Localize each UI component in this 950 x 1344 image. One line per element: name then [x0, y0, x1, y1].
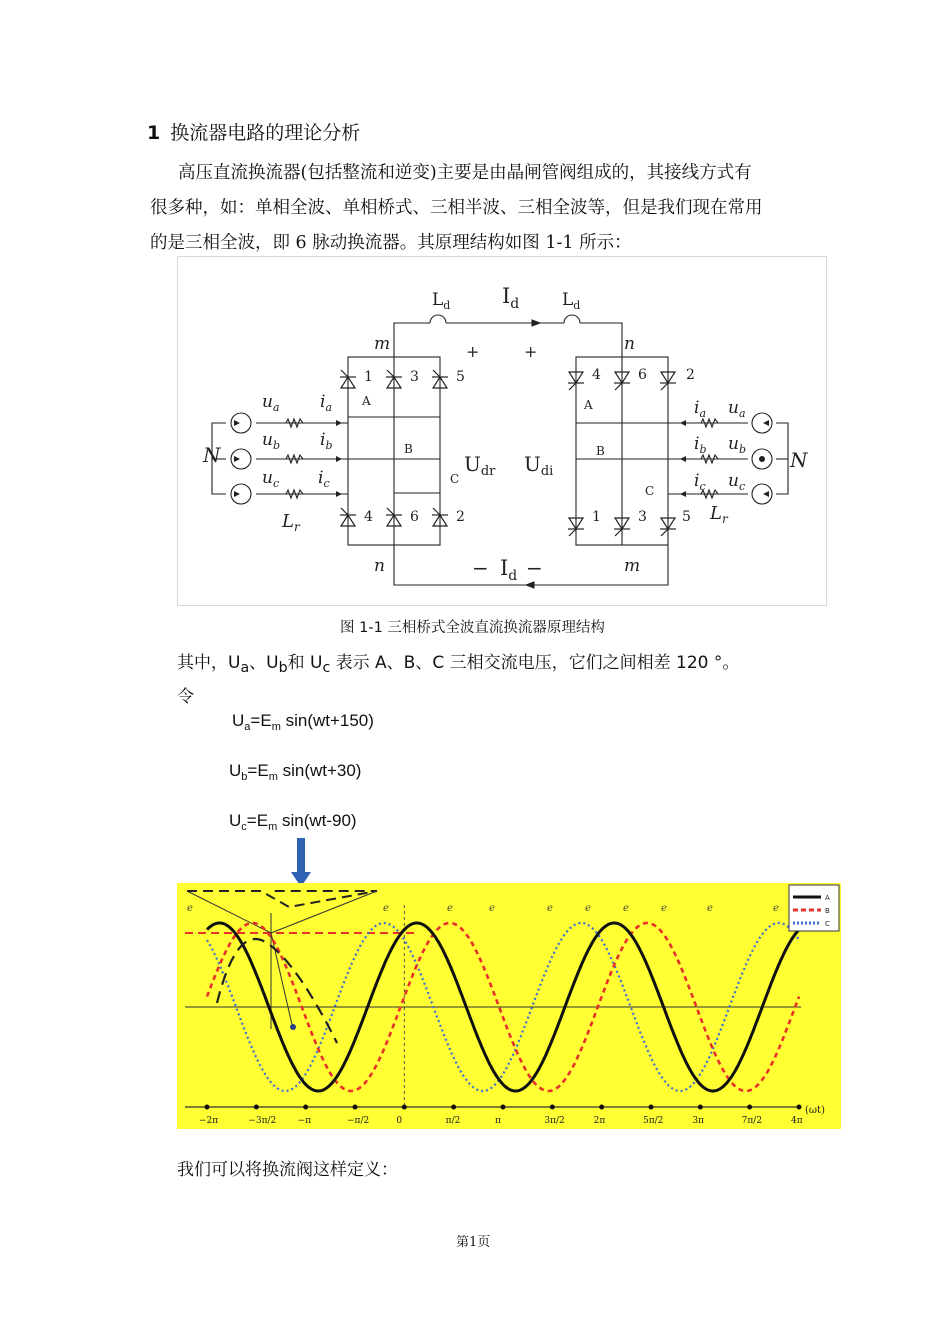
valve-number: 5 [456, 369, 465, 385]
valve-number: 4 [592, 367, 601, 383]
id-label-top: $I_d$ [502, 284, 520, 312]
waveform-top-label: e [585, 903, 591, 914]
ib-label-right: $i_b$ [694, 434, 707, 456]
waveform-top-label: e [623, 903, 629, 914]
x-tick-mark [353, 1105, 358, 1110]
paragraph-line: 高压直流换流器(包括整流和逆变)主要是由晶闸管阀组成的，其接线方式有 [178, 163, 752, 183]
legend-label: A [825, 894, 830, 902]
x-tick-label: 5π/2 [643, 1116, 664, 1126]
phase-a-right: A [584, 398, 593, 412]
phase-c-left: C [450, 472, 460, 486]
x-tick-label: 2π [593, 1116, 606, 1126]
uc-label-left: $u_c$ [262, 468, 280, 490]
x-tick-label: π/2 [445, 1116, 461, 1126]
equation-ub: $U_b=E_m$ sin(wt+30) [229, 761, 362, 783]
waveform-top-label: e [547, 903, 553, 914]
waveform-top-label: e [707, 903, 713, 914]
x-tick-mark [254, 1105, 259, 1110]
section-heading [147, 118, 360, 145]
x-tick-label: 3π [692, 1116, 704, 1126]
ia-label-left: $i_a$ [320, 392, 332, 414]
minus-label-left: − [472, 556, 489, 580]
equation-uc: $U_c=E_m$ sin(wt-90) [229, 811, 357, 833]
phase-a-left: A [362, 394, 371, 408]
x-axis-label: (ωt) [805, 1105, 825, 1116]
x-tick-mark [451, 1105, 456, 1110]
x-tick-mark [698, 1105, 703, 1110]
three-phase-waveform [177, 883, 841, 1129]
plus-label-left: + [466, 342, 480, 361]
ic-label-right: $i_c$ [694, 471, 706, 493]
valve-number: 2 [686, 367, 695, 383]
phase-c-right: C [645, 484, 655, 498]
waveform-figure [177, 883, 841, 1129]
x-tick-label: −π [297, 1116, 312, 1126]
equation-ua: $U_a=E_m$ sin(wt+150) [232, 711, 374, 733]
x-tick-mark [550, 1105, 555, 1110]
valve-number: 4 [364, 509, 373, 525]
figure-caption: 图 1-1 三相桥式全波直流换流器原理结构 [340, 620, 605, 636]
valve-number: 6 [638, 367, 647, 383]
x-tick-label: −π/2 [347, 1116, 370, 1126]
m-label-bottom: m [624, 556, 641, 576]
legend-label: C [825, 920, 830, 928]
m-label-top: m [374, 334, 391, 354]
x-tick-label: π [495, 1116, 501, 1126]
n-label-bottom: n [374, 556, 385, 576]
minus-label-right: − [526, 556, 543, 580]
ub-label-right: $u_b$ [728, 434, 746, 456]
waveform-top-label: e [187, 903, 193, 914]
x-tick-mark [797, 1105, 802, 1110]
ld-label-right: $L_d$ [562, 290, 581, 312]
valve-number: 1 [592, 509, 601, 525]
x-tick-label: 0 [396, 1116, 403, 1126]
lr-label-left: $L_r$ [282, 511, 300, 534]
let-text: 令 [177, 687, 194, 707]
legend-label: B [825, 907, 830, 915]
n-node-left: N [203, 443, 221, 467]
x-tick-label: 4π [791, 1116, 803, 1126]
waveform-top-label: e [661, 903, 667, 914]
x-tick-label: 3π/2 [544, 1116, 565, 1126]
ld-label-left: $L_d$ [432, 290, 451, 312]
x-tick-mark [747, 1105, 752, 1110]
valve-number: 6 [410, 509, 419, 525]
phase-b-left: B [404, 442, 413, 456]
commutation-point [290, 1024, 296, 1030]
phase-b-right: B [596, 444, 605, 458]
lr-label-right: $L_r$ [710, 503, 728, 526]
waveform-background [177, 883, 841, 1129]
udi-label: $U_{di}$ [524, 452, 554, 479]
ua-label-left: $u_a$ [262, 392, 280, 414]
paragraph-line: 的是三相全波，即 6 脉动换流器。其原理结构如图 1-1 所示： [150, 233, 632, 253]
converter-circuit-figure [177, 256, 827, 606]
section-number: 1 [147, 122, 161, 144]
valve-number: 1 [364, 369, 373, 385]
ic-label-left: $i_c$ [318, 468, 330, 490]
down-arrow-icon [290, 838, 312, 888]
waveform-top-label: e [447, 903, 453, 914]
converter-circuit-diagram [178, 257, 826, 605]
id-label-bottom: $I_d$ [500, 556, 518, 584]
valve-number: 2 [456, 509, 465, 525]
x-tick-mark [649, 1105, 654, 1110]
x-tick-mark [501, 1105, 506, 1110]
x-tick-mark [303, 1105, 308, 1110]
section-title: 换流器电路的理论分析 [170, 122, 361, 144]
x-tick-mark [205, 1105, 210, 1110]
x-tick-label: 7π/2 [741, 1116, 763, 1126]
plus-label-right: + [524, 342, 538, 361]
ua-label-right: $u_a$ [728, 398, 746, 420]
uc-label-right: $u_c$ [728, 471, 746, 493]
x-tick-label: −3π/2 [248, 1116, 277, 1126]
waveform-top-label: e [489, 903, 495, 914]
n-label-top: n [624, 334, 635, 354]
x-tick-mark [599, 1105, 604, 1110]
ib-label-left: $i_b$ [320, 430, 333, 452]
waveform-top-label: e [773, 903, 779, 914]
valve-number: 3 [410, 369, 419, 385]
x-tick-mark [402, 1105, 407, 1110]
paragraph-line: 很多种，如：单相全波、单相桥式、三相半波、三相全波等，但是我们现在常用 [150, 198, 763, 218]
phase-voltage-sentence: 其中，$U_a$、$U_b$和 $U_c$ 表示 A、B、C 三相交流电压，它们之间相差 120 °。 [177, 653, 740, 676]
valve-number: 5 [682, 509, 691, 525]
n-node-right: N [790, 448, 808, 472]
page-footer: 第1页 [456, 1235, 491, 1250]
valve-number: 3 [638, 509, 647, 525]
ub-label-left: $u_b$ [262, 430, 280, 452]
udr-label: $U_{dr}$ [464, 452, 496, 479]
x-tick-label: −2π [199, 1116, 219, 1126]
ia-label-right: $i_a$ [694, 398, 706, 420]
intro-paragraph [150, 156, 816, 261]
definition-intro: 我们可以将换流阀这样定义： [177, 1160, 398, 1180]
waveform-top-label: e [383, 903, 389, 914]
